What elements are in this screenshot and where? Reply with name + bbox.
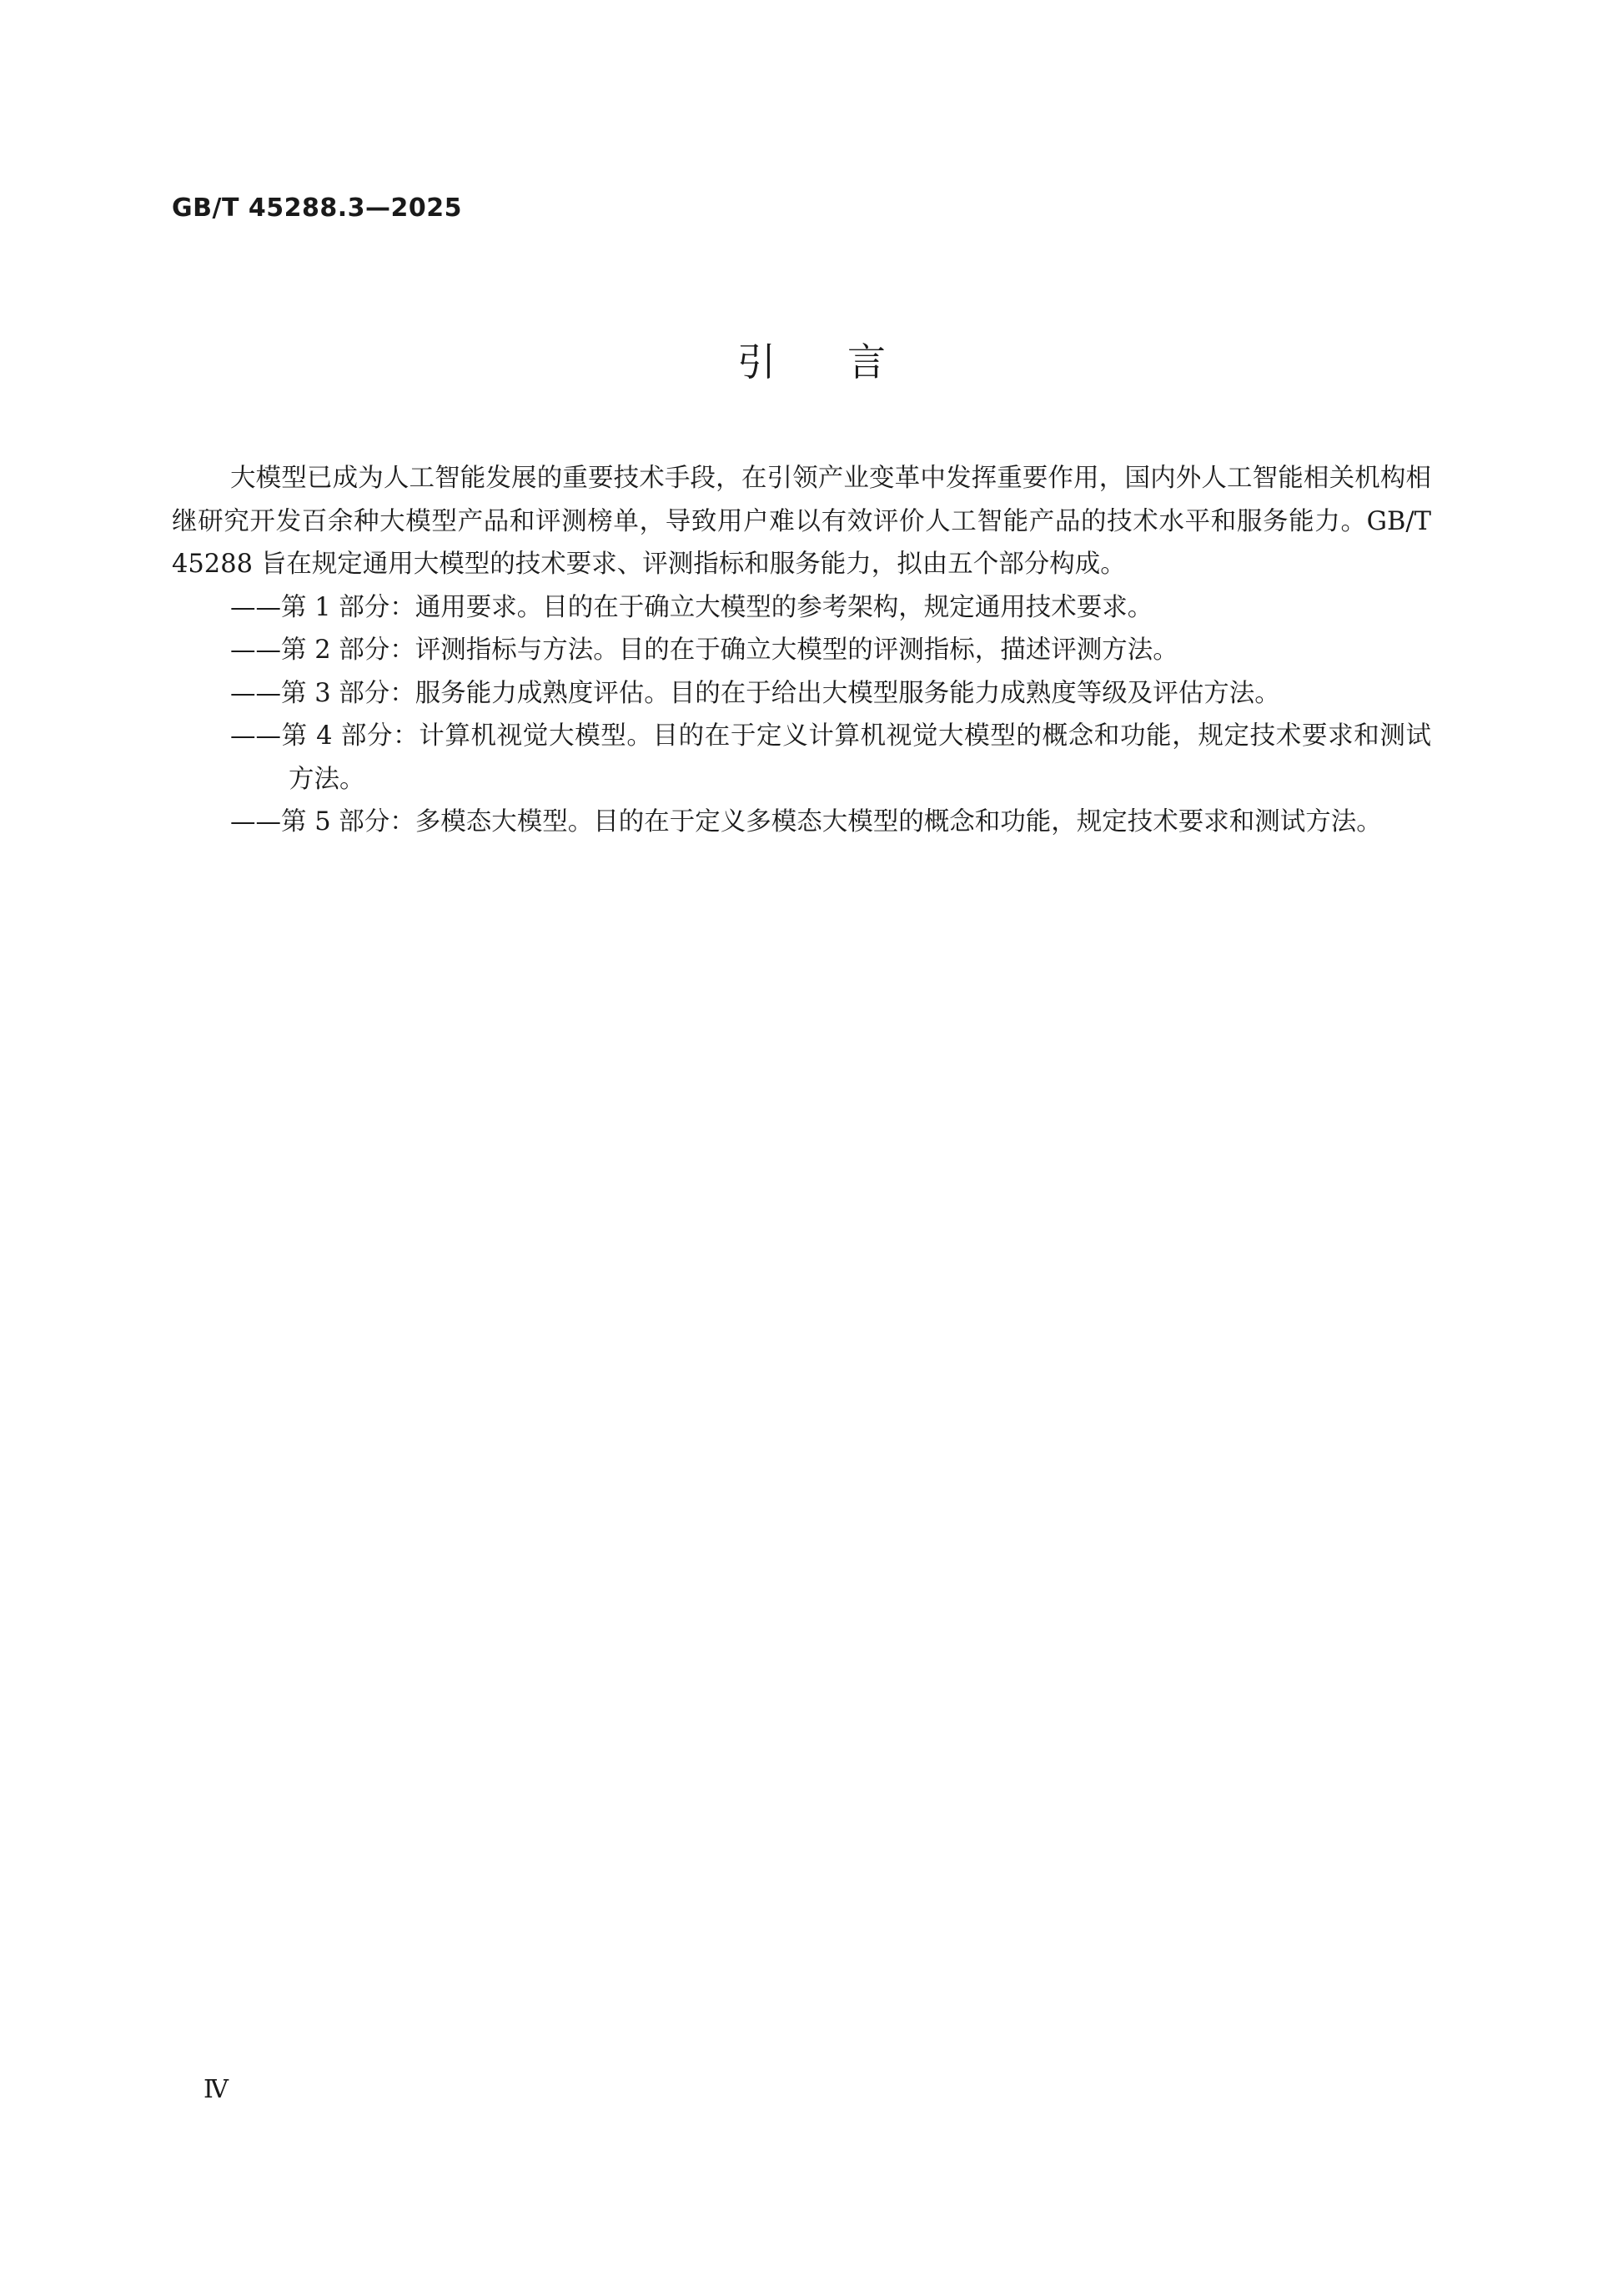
page-number: Ⅳ — [204, 2075, 229, 2104]
part-item: ——第 5 部分：多模态大模型。目的在于定义多模态大模型的概念和功能，规定技术要求和测试方法。 — [230, 807, 1382, 837]
section-title: 引言 — [737, 339, 957, 384]
part-item: ——第 3 部分：服务能力成熟度评估。目的在于给出大模型服务能力成熟度等级及评估方法。 — [230, 678, 1280, 708]
part-item: ——第 2 部分：评测指标与方法。目的在于确立大模型的评测指标，描述评测方法。 — [230, 636, 1178, 665]
introduction-body — [172, 457, 1431, 844]
intro-paragraph: 大模型已成为人工智能发展的重要技术手段，在引领产业变革中发挥重要作用，国内外人工智能相关机构相继研究开发百余种大模型产品和评测榜单，导致用户难以有效评价人工智能产品的技术水平和服务能力。GB/T 45288 旨在规定通用大模型的技术要求、评测指标和服务能力，拟由五个部分构成。 — [172, 464, 1431, 579]
part-item: ——第 4 部分：计算机视觉大模型。目的在于定义计算机视觉大模型的概念和功能，规定技术要求和测试方法。 — [230, 721, 1431, 794]
standard-code: GB/T 45288.3—2025 — [172, 193, 462, 223]
part-item: ——第 1 部分：通用要求。目的在于确立大模型的参考架构，规定通用技术要求。 — [230, 592, 1153, 622]
